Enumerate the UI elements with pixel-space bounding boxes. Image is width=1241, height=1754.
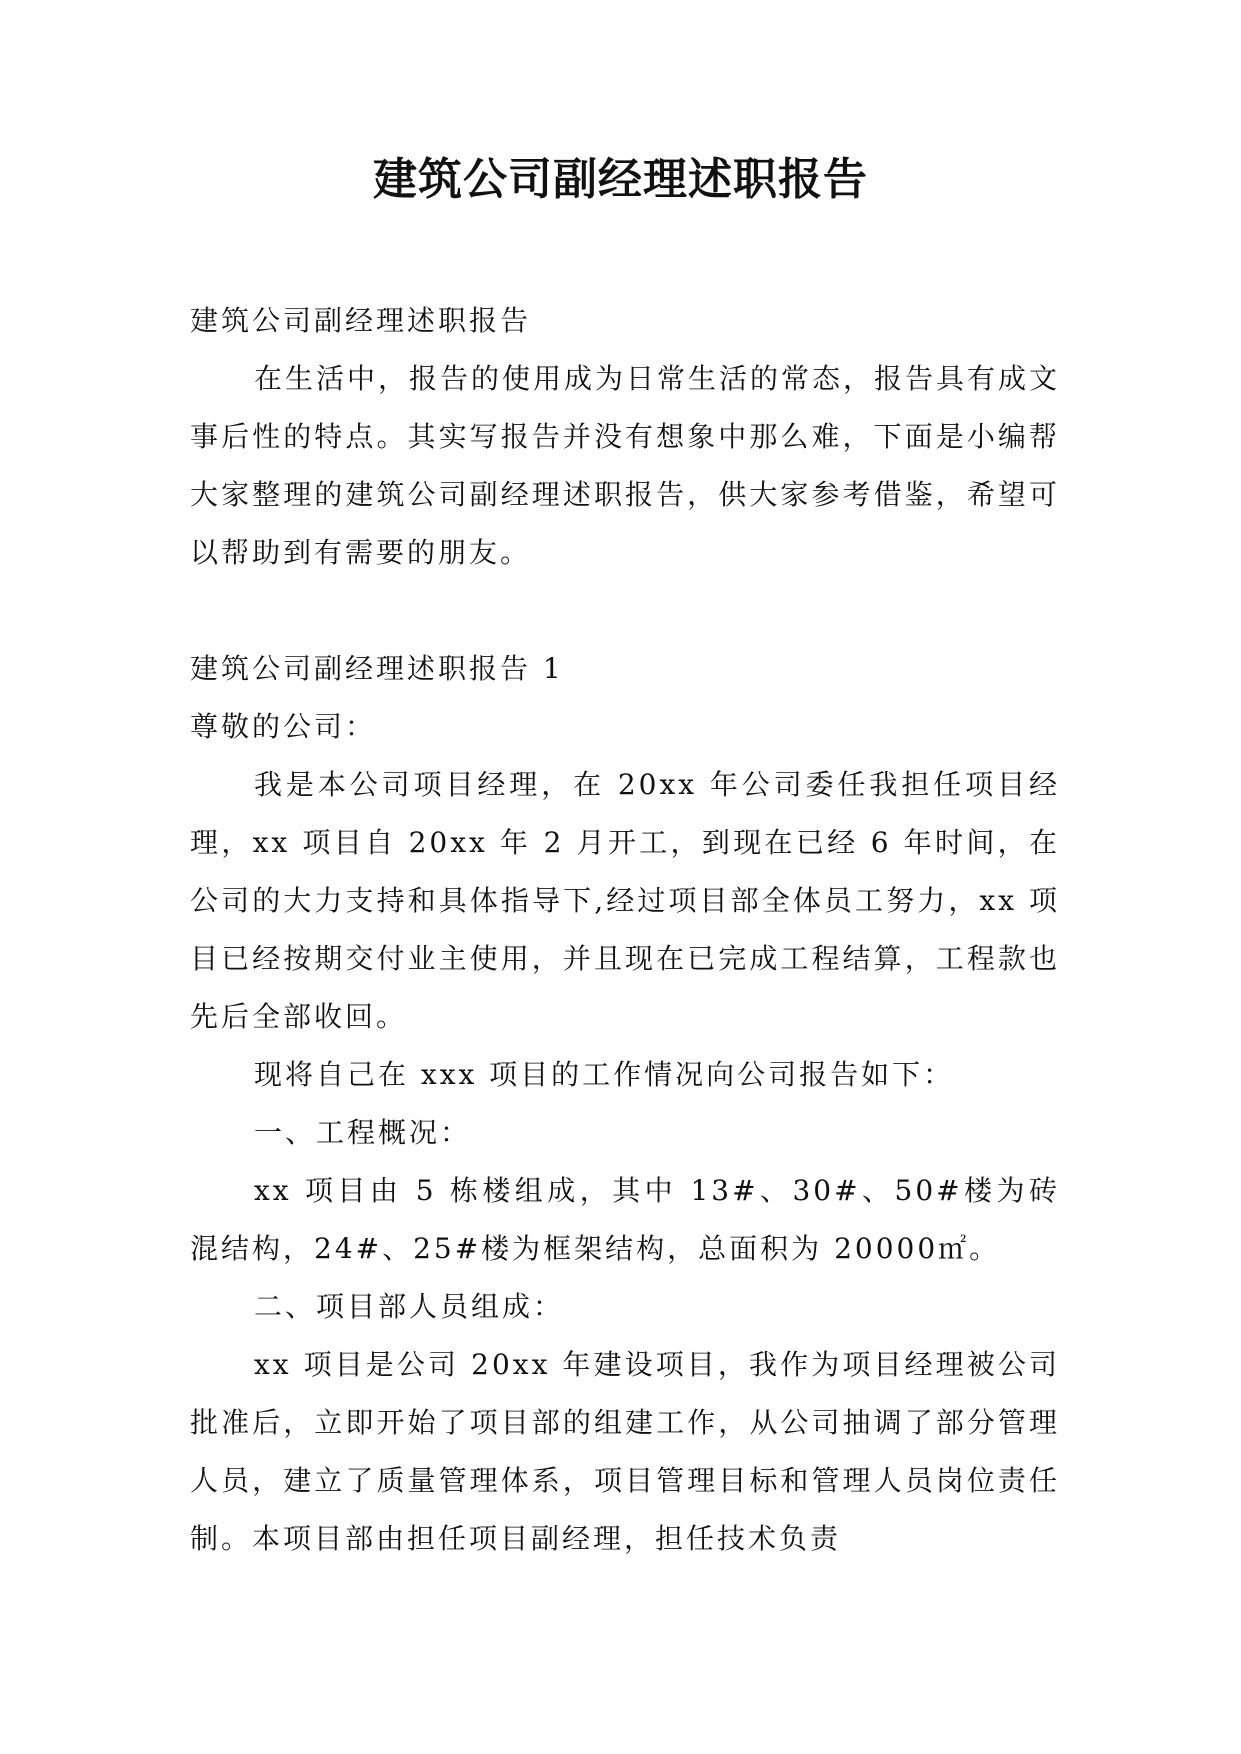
salutation: 尊敬的公司： xyxy=(190,710,377,743)
intro-paragraph: 在生活中，报告的使用成为日常生活的常态，报告具有成文事后性的特点。其实写报告并没有想象中那么难，下面是小编帮大家整理的建筑公司副经理述职报告，供大家参考借鉴，希望可以帮助到有需要的朋友。 xyxy=(190,362,1061,569)
body-paragraph: 我是本公司项目经理，在 20xx 年公司委任我担任项目经理，xx 项目自 20xx 年 2 月开工，到现在已经 6 年时间，在公司的大力支持和具体指导下,经过项目部全体员工努力，xx 项目已经按期交付业主使用，并且现在已完成工程结算，工程款也先后全部收回。 xyxy=(190,768,1060,1033)
report-heading: 建筑公司副经理述职报告 1 xyxy=(190,652,564,685)
section-heading: 建筑公司副经理述职报告 xyxy=(190,304,532,337)
document-body xyxy=(190,292,1060,1568)
subsection-heading: 一、工程概况： xyxy=(254,1116,472,1149)
body-paragraph: xx 项目由 5 栋楼组成，其中 13#、30#、50#楼为砖混结构，24#、25#楼为框架结构，总面积为 20000㎡。 xyxy=(190,1174,1060,1265)
subsection-heading: 二、项目部人员组成： xyxy=(254,1290,565,1323)
body-paragraph: xx 项目是公司 20xx 年建设项目，我作为项目经理被公司批准后，立即开始了项目部的组建工作，从公司抽调了部分管理人员，建立了质量管理体系，项目管理目标和管理人员岗位责任制。本项目部由担任项目副经理，担任技术负责 xyxy=(190,1348,1060,1555)
paragraph-gap xyxy=(190,582,1060,640)
body-paragraph: 现将自己在 xxx 项目的工作情况向公司报告如下： xyxy=(254,1058,955,1091)
document-title: 建筑公司副经理述职报告 xyxy=(373,154,868,205)
